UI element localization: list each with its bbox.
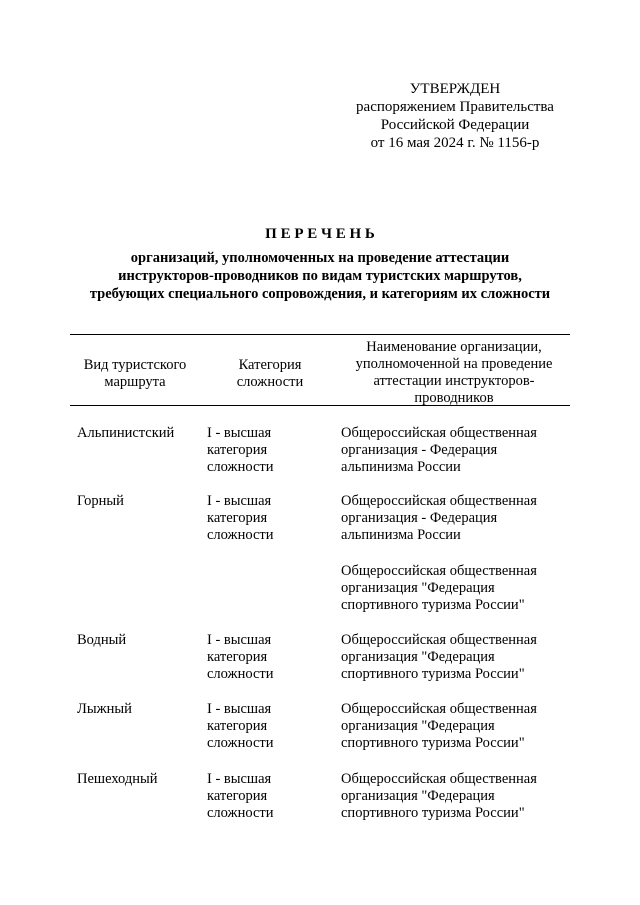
table-cell-route-type: Водный bbox=[77, 632, 127, 648]
approval-stamp bbox=[340, 80, 570, 152]
table-cell-organization: Общероссийская общественная организация "Федерация спортивного туризма России" bbox=[341, 632, 537, 682]
header-organization: Наименование организации, уполномоченной на проведение аттестации инструкторов- проводников bbox=[355, 339, 553, 406]
table-cell-organization: Общероссийская общественная организация "Федерация спортивного туризма России" bbox=[341, 563, 537, 613]
table-cell-organization: Общероссийская общественная организация - Федерация альпинизма России bbox=[341, 425, 537, 475]
table-cell-category: I - высшая категория сложности bbox=[207, 701, 274, 751]
table-cell-route-type: Пешеходный bbox=[77, 771, 158, 787]
header-category: Категория сложности bbox=[236, 357, 304, 390]
table-cell-route-type: Горный bbox=[77, 493, 124, 509]
table-cell-category: I - высшая категория сложности bbox=[207, 771, 274, 821]
table-cell-route-type: Лыжный bbox=[77, 701, 132, 717]
document-title: П Е Р Е Ч Е Н Ь bbox=[265, 226, 375, 242]
approval-line: Российской Федерации bbox=[380, 117, 530, 133]
approval-line: от 16 мая 2024 г. № 1156-р bbox=[370, 135, 540, 151]
approval-line: распоряжением Правительства bbox=[356, 99, 554, 115]
subtitle-line: организаций, уполномоченных на проведение аттестации bbox=[130, 250, 510, 266]
table-top-rule bbox=[70, 334, 570, 335]
subtitle-line: требующих специального сопровождения, и категориям их сложности bbox=[89, 286, 551, 302]
table-cell-route-type: Альпинистский bbox=[77, 425, 175, 441]
approval-line: УТВЕРЖДЕН bbox=[409, 81, 501, 97]
table-cell-category: I - высшая категория сложности bbox=[207, 493, 274, 543]
table-cell-category: I - высшая категория сложности bbox=[207, 632, 274, 682]
table-cell-organization: Общероссийская общественная организация - Федерация альпинизма России bbox=[341, 493, 537, 543]
subtitle-line: инструкторов-проводников по видам туристских маршрутов, bbox=[118, 268, 522, 284]
table-cell-organization: Общероссийская общественная организация "Федерация спортивного туризма России" bbox=[341, 701, 537, 751]
header-route-type: Вид туристского маршрута bbox=[83, 357, 187, 390]
table-header-rule bbox=[70, 405, 570, 406]
table-cell-category: I - высшая категория сложности bbox=[207, 425, 274, 475]
table-cell-organization: Общероссийская общественная организация "Федерация спортивного туризма России" bbox=[341, 771, 537, 821]
document-subtitle bbox=[40, 249, 600, 303]
